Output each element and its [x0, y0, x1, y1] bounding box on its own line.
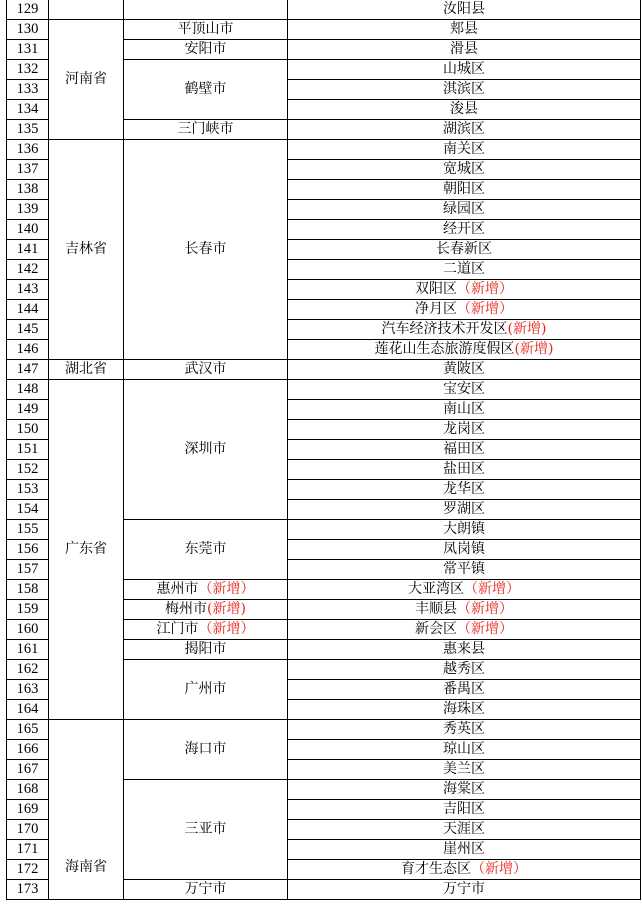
- county-name: 常平镇: [443, 561, 485, 577]
- county-name: 汽车经济技术开发区: [381, 321, 508, 337]
- row-number: 150: [7, 420, 49, 440]
- county-cell: [288, 580, 641, 600]
- city-cell: [124, 20, 288, 40]
- row-number: 164: [7, 700, 49, 720]
- city-name: 广州市: [184, 681, 227, 697]
- city-name: 揭阳市: [184, 641, 227, 657]
- new-tag: (新增): [207, 601, 246, 617]
- row-number: 173: [7, 880, 49, 900]
- county-name: 二道区: [443, 261, 485, 277]
- county-cell: [288, 240, 641, 260]
- county-cell: [288, 200, 641, 220]
- row-number: 145: [7, 320, 49, 340]
- county-cell: [288, 660, 641, 680]
- row-number: 151: [7, 440, 49, 460]
- county-cell: [288, 620, 641, 640]
- county-name: 朝阳区: [443, 181, 485, 197]
- county-name: 大朗镇: [443, 521, 485, 537]
- row-number: 139: [7, 200, 49, 220]
- new-tag: (新增): [507, 321, 547, 337]
- county-name: 滑县: [450, 41, 478, 57]
- province-name: 广东省: [65, 541, 107, 557]
- county-cell: [288, 80, 641, 100]
- city-cell: [124, 140, 288, 360]
- table-row: [7, 140, 641, 160]
- row-number: 133: [7, 80, 49, 100]
- new-tag: （新增）: [198, 581, 255, 597]
- row-number: 149: [7, 400, 49, 420]
- row-number: 142: [7, 260, 49, 280]
- row-number: 134: [7, 100, 49, 120]
- row-number: 143: [7, 280, 49, 300]
- county-cell: [288, 400, 641, 420]
- row-number: 132: [7, 60, 49, 80]
- city-cell: [124, 620, 288, 640]
- region-table: [6, 0, 641, 900]
- row-number: 144: [7, 300, 49, 320]
- county-name: 天涯区: [443, 821, 485, 837]
- city-cell: [124, 0, 288, 20]
- county-name: 秀英区: [443, 721, 485, 737]
- province-cell: [49, 720, 124, 900]
- county-cell: [288, 600, 641, 620]
- county-name: 琼山区: [443, 741, 485, 757]
- row-number: 129: [7, 0, 49, 20]
- county-name: 浚县: [450, 101, 478, 117]
- county-cell: [288, 860, 641, 880]
- county-cell: [288, 20, 641, 40]
- county-name: 丰顺县: [415, 601, 457, 617]
- city-name: 三亚市: [184, 821, 227, 837]
- row-number: 140: [7, 220, 49, 240]
- row-number: 148: [7, 380, 49, 400]
- county-cell: [288, 820, 641, 840]
- row-number: 163: [7, 680, 49, 700]
- new-tag: (新增): [514, 341, 554, 357]
- county-name: 番禺区: [443, 681, 485, 697]
- city-cell: [124, 360, 288, 380]
- row-number: 171: [7, 840, 49, 860]
- new-tag: （新增）: [198, 621, 255, 637]
- row-number: 136: [7, 140, 49, 160]
- county-cell: [288, 40, 641, 60]
- county-cell: [288, 720, 641, 740]
- new-tag: （新增）: [457, 301, 513, 317]
- city-cell: [124, 580, 288, 600]
- city-name: 梅州市: [165, 601, 208, 617]
- city-name: 武汉市: [184, 361, 227, 377]
- new-tag: （新增）: [457, 621, 513, 637]
- new-tag: （新增）: [464, 581, 520, 597]
- county-name: 盐田区: [443, 461, 485, 477]
- county-name: 海棠区: [443, 781, 485, 797]
- table-row: [7, 380, 641, 400]
- county-cell: [288, 260, 641, 280]
- province-cell: [49, 360, 124, 380]
- county-name: 宝安区: [443, 381, 485, 397]
- city-name: 安阳市: [184, 41, 227, 57]
- row-number: 152: [7, 460, 49, 480]
- row-number: 165: [7, 720, 49, 740]
- city-cell: [124, 520, 288, 580]
- county-cell: [288, 760, 641, 780]
- province-name: 河南省: [65, 71, 107, 87]
- county-cell: [288, 700, 641, 720]
- county-cell: [288, 60, 641, 80]
- county-cell: [288, 740, 641, 760]
- county-name: 福田区: [443, 441, 485, 457]
- row-number: 162: [7, 660, 49, 680]
- county-cell: [288, 320, 641, 340]
- new-tag: （新增）: [457, 601, 513, 617]
- county-cell: [288, 0, 641, 20]
- county-cell: [288, 800, 641, 820]
- province-name: 海南省: [65, 859, 107, 875]
- city-cell: [124, 380, 288, 520]
- county-cell: [288, 560, 641, 580]
- county-cell: [288, 180, 641, 200]
- county-cell: [288, 120, 641, 140]
- county-cell: [288, 500, 641, 520]
- county-name: 吉阳区: [443, 801, 485, 817]
- county-cell: [288, 280, 641, 300]
- row-number: 161: [7, 640, 49, 660]
- table-row: [7, 720, 641, 740]
- row-number: 141: [7, 240, 49, 260]
- province-cell: [49, 20, 124, 140]
- city-cell: [124, 780, 288, 880]
- county-name: 龙华区: [443, 481, 485, 497]
- city-name: 东莞市: [184, 541, 227, 557]
- row-number: 160: [7, 620, 49, 640]
- county-name: 崖州区: [443, 841, 485, 857]
- province-cell: [49, 380, 124, 720]
- row-number: 135: [7, 120, 49, 140]
- city-name: 平顶山市: [177, 21, 234, 37]
- county-cell: [288, 160, 641, 180]
- county-cell: [288, 340, 641, 360]
- row-number: 155: [7, 520, 49, 540]
- county-cell: [288, 540, 641, 560]
- county-cell: [288, 220, 641, 240]
- county-name: 南山区: [443, 401, 485, 417]
- table-body: [7, 0, 641, 900]
- province-name: 吉林省: [65, 241, 107, 257]
- city-cell: [124, 660, 288, 720]
- county-name: 宽城区: [443, 161, 485, 177]
- county-cell: [288, 360, 641, 380]
- county-name: 净月区: [415, 301, 457, 317]
- county-name: 黄陂区: [443, 361, 485, 377]
- row-number: 147: [7, 360, 49, 380]
- county-name: 莲花山生态旅游度假区: [374, 341, 515, 357]
- row-number: 146: [7, 340, 49, 360]
- city-cell: [124, 40, 288, 60]
- county-cell: [288, 480, 641, 500]
- city-name: 鹤壁市: [184, 81, 227, 97]
- city-cell: [124, 600, 288, 620]
- county-cell: [288, 420, 641, 440]
- county-cell: [288, 840, 641, 860]
- city-cell: [124, 120, 288, 140]
- row-number: 158: [7, 580, 49, 600]
- county-name: 凤岗镇: [443, 541, 485, 557]
- row-number: 137: [7, 160, 49, 180]
- county-name: 新会区: [415, 621, 457, 637]
- city-cell: [124, 720, 288, 780]
- city-name: 长春市: [184, 241, 227, 257]
- county-cell: [288, 520, 641, 540]
- city-name: 深圳市: [184, 441, 227, 457]
- county-name: 湖滨区: [443, 121, 485, 137]
- county-name: 长春新区: [436, 241, 492, 257]
- city-name: 三门峡市: [177, 121, 234, 137]
- city-cell: [124, 640, 288, 660]
- county-name: 汝阳县: [443, 1, 485, 17]
- county-name: 美兰区: [443, 761, 485, 777]
- county-cell: [288, 460, 641, 480]
- city-name: 海口市: [184, 741, 227, 757]
- county-name: 越秀区: [443, 661, 485, 677]
- new-tag: （新增）: [471, 861, 527, 877]
- row-number: 153: [7, 480, 49, 500]
- county-cell: [288, 380, 641, 400]
- row-number: 131: [7, 40, 49, 60]
- county-name: 经开区: [443, 221, 485, 237]
- county-name: 郏县: [450, 21, 478, 37]
- row-number: 130: [7, 20, 49, 40]
- row-number: 166: [7, 740, 49, 760]
- city-name: 惠州市: [156, 581, 199, 597]
- county-cell: [288, 880, 641, 900]
- row-number: 170: [7, 820, 49, 840]
- county-cell: [288, 640, 641, 660]
- table-row: [7, 0, 641, 20]
- county-name: 南关区: [443, 141, 485, 157]
- county-name: 罗湖区: [443, 501, 485, 517]
- table-row: [7, 20, 641, 40]
- county-name: 龙岗区: [443, 421, 485, 437]
- county-name: 育才生态区: [401, 861, 471, 877]
- row-number: 157: [7, 560, 49, 580]
- county-name: 海珠区: [443, 701, 485, 717]
- row-number: 156: [7, 540, 49, 560]
- province-cell: [49, 0, 124, 20]
- county-name: 惠来县: [443, 641, 485, 657]
- row-number: 154: [7, 500, 49, 520]
- city-name: 万宁市: [184, 881, 227, 897]
- table-row: [7, 360, 641, 380]
- county-cell: [288, 780, 641, 800]
- county-name: 万宁市: [443, 881, 485, 897]
- city-cell: [124, 880, 288, 900]
- province-cell: [49, 140, 124, 360]
- city-name: 江门市: [156, 621, 199, 637]
- row-number: 167: [7, 760, 49, 780]
- county-cell: [288, 140, 641, 160]
- county-cell: [288, 300, 641, 320]
- city-cell: [124, 60, 288, 120]
- county-cell: [288, 440, 641, 460]
- county-name: 山城区: [443, 61, 485, 77]
- province-name: 湖北省: [65, 361, 107, 377]
- county-name: 淇滨区: [443, 81, 485, 97]
- county-name: 双阳区: [415, 281, 457, 297]
- row-number: 159: [7, 600, 49, 620]
- county-name: 绿园区: [443, 201, 485, 217]
- county-name: 大亚湾区: [408, 581, 464, 597]
- county-cell: [288, 680, 641, 700]
- row-number: 172: [7, 860, 49, 880]
- new-tag: （新增）: [457, 281, 513, 297]
- row-number: 168: [7, 780, 49, 800]
- row-number: 169: [7, 800, 49, 820]
- row-number: 138: [7, 180, 49, 200]
- county-cell: [288, 100, 641, 120]
